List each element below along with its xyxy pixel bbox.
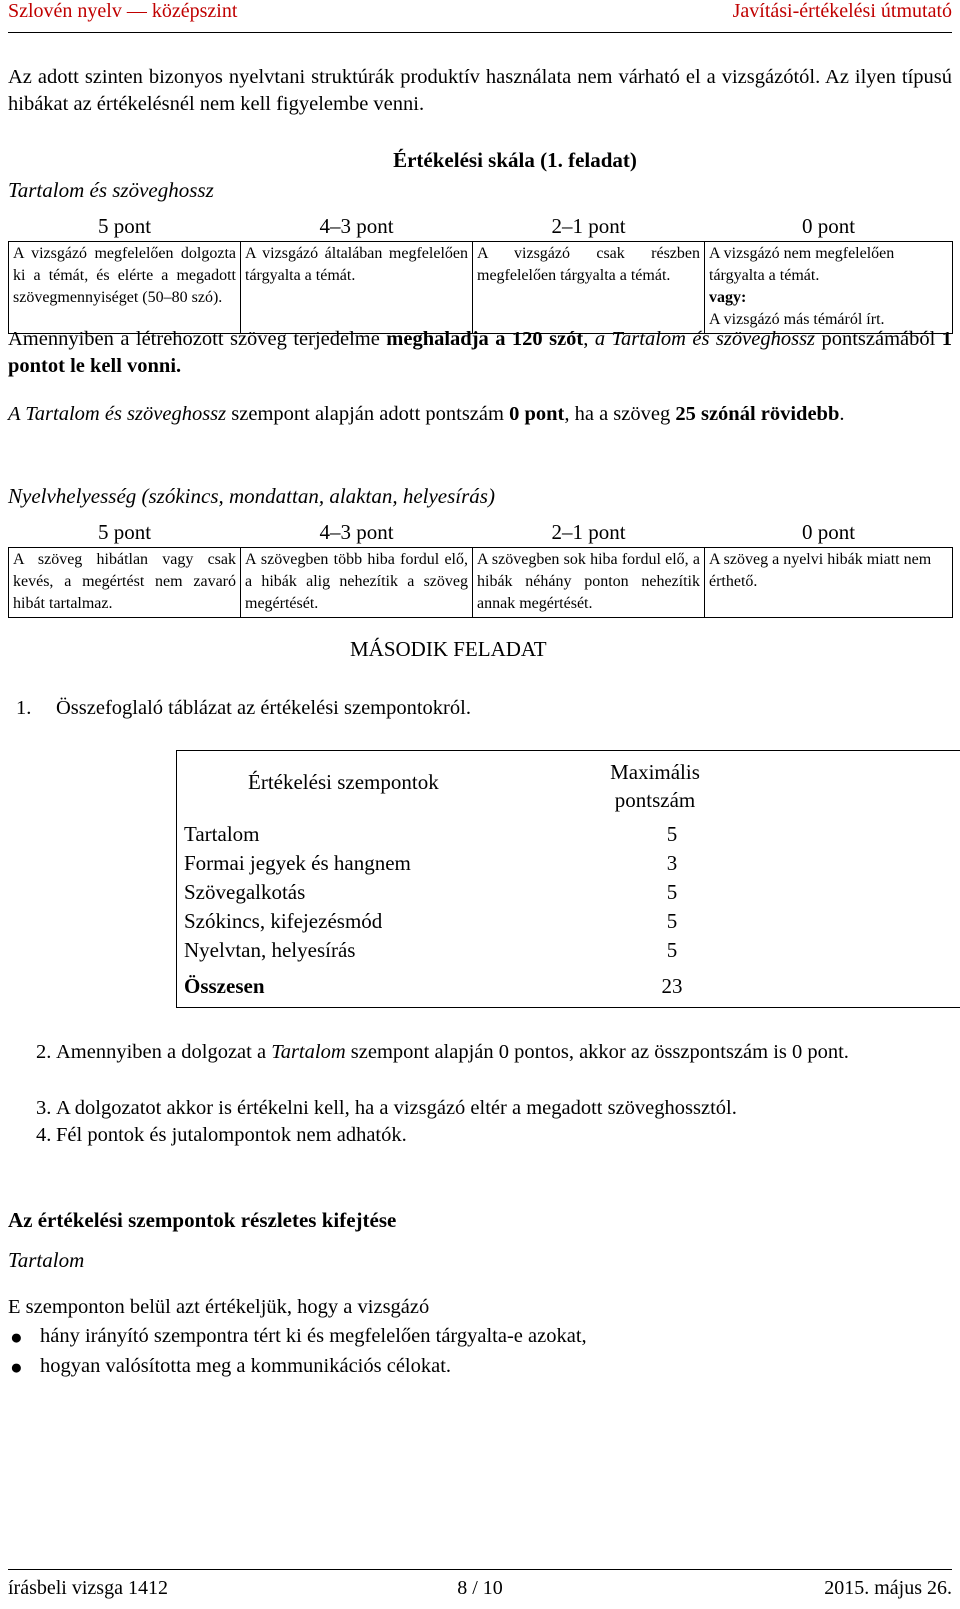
footer-rule [8,1569,952,1570]
details-title: Az értékelési szempontok részletes kifejtése [8,1208,397,1232]
col2-line: Maximális [610,760,700,784]
item-text-part: Tartalom [271,1041,346,1063]
scale-cell-alt: A vizsgázó más témáról írt. [709,311,885,328]
note-text: 1 pontot le kell vonni. [8,328,953,377]
details-intro: E szemponton belül azt értékeljük, hogy a vizsgázó [8,1296,430,1318]
item-text-part: szempont alapján 0 pontos, akkor az összpontszám is 0 pont. [345,1041,849,1063]
header-left: Szlovén nyelv — középszint [8,0,238,22]
col-header: 0 pont [705,516,953,548]
points-value: 3 [666,851,678,875]
scale-cell: A szövegben több hiba fordul elő, a hibák alig nehezítik a szöveg megértését. [241,548,473,618]
note-text: a Tartalom és szöveghossz [594,328,816,350]
note-text: A Tartalom és szöveghossz [8,403,227,425]
col2-line: pontszám [614,788,696,812]
note-text: szempont alapján adott pontszám [226,403,510,425]
note-text: 25 szónál rövidebb [675,403,840,425]
intro-paragraph: Az adott szinten bizonyos nyelvtani struktúrák produktív használata nem várható el a vizsgázótól. Az ilyen típusú hibákat az értékelésnél nem kell figyelembe venni. [8,66,952,115]
note-text: Amennyiben a létrehozott szöveg terjedelme [8,328,387,350]
points-label: Formai jegyek és hangnem [184,851,411,875]
bullet-text: hogyan valósította meg a kommunikációs célokat. [40,1355,452,1377]
note-text: meghaladja a 120 szót [386,328,584,350]
item-text-part: Amennyiben a dolgozat a [56,1041,272,1063]
points-label: Nyelvtan, helyesírás [184,938,356,962]
scale-cell: A szövegben sok hiba fordul elő, a hibák néhány ponton nehezítik annak megértését. [473,548,705,618]
scale-cell-last [705,242,953,334]
section1-title: Tartalom és szöveghossz [8,178,214,202]
note-text: pontszámából [815,328,942,350]
footer-center: 8 / 10 [457,1577,503,1599]
col-header: 4–3 pont [241,210,473,242]
item-number: 4. [36,1124,52,1146]
col-header: 2–1 pont [473,210,705,242]
bullet-icon: ● [10,1355,23,1379]
scale-cell-or: vagy: [709,289,747,306]
points-value: 5 [666,909,678,933]
item-text: A dolgozatot akkor is értékelni kell, ha a vizsgázó eltér a megadott szöveghossztól. [56,1097,737,1119]
bullet-icon: ● [10,1325,23,1349]
points-total-label: Összesen [184,974,265,998]
scale-cell: A szöveg a nyelvi hibák miatt nem érthető. [705,548,953,618]
col-header: 2–1 pont [473,516,705,548]
item-text [56,1038,952,1066]
details-subtitle: Tartalom [8,1248,85,1272]
header-rule [8,32,952,33]
page-header [8,0,952,30]
scale-cell: A vizsgázó csak részben megfelelően tárgyalta a témát. [473,242,705,334]
language-scale-table [8,516,953,618]
bullet-text: hány irányító szempontra tért ki és megfelelően tárgyalta-e azokat, [40,1325,587,1347]
length-note [8,326,952,380]
task2-title: MÁSODIK FELADAT [350,637,547,661]
content-scale-table [8,210,953,334]
item-text: Fél pontok és jutalompontok nem adhatók. [56,1124,407,1146]
item-number: 1. [16,697,32,719]
short-note [8,401,952,428]
scale-cell-text: A vizsgázó nem megfelelően tárgyalta a témát. [709,245,895,284]
points-total-value: 23 [661,974,683,998]
section2-title: Nyelvhelyesség (szókincs, mondattan, alaktan, helyesírás) [8,484,495,508]
note-text: , [583,328,595,350]
scale-cell: A vizsgázó megfelelően dolgozta ki a témát, és elérte a megadott szövegmennyiséget (50–80 szó). [9,242,241,334]
note-text: , ha a szöveg [564,403,676,425]
points-value: 5 [666,822,678,846]
note-text: 0 pont [509,403,565,425]
points-label: Szövegalkotás [184,880,306,904]
footer-right: 2015. május 26. [824,1577,952,1599]
points-value: 5 [666,880,678,904]
item-text: Összefoglaló táblázat az értékelési szempontokról. [56,697,471,719]
points-value: 5 [666,938,678,962]
points-col1-header: Értékelési szempontok [248,770,439,794]
item-2 [8,1038,952,1094]
col-header: 0 pont [705,210,953,242]
note-text: . [839,403,845,425]
points-label: Tartalom [184,822,260,846]
item-number: 3. [36,1097,52,1119]
scale-cell: A vizsgázó általában megfelelően tárgyalta a témát. [241,242,473,334]
col-header: 5 pont [9,516,241,548]
col-header: 4–3 pont [241,516,473,548]
points-label: Szókincs, kifejezésmód [184,909,383,933]
points-col2-header [600,758,710,814]
item-number: 2. [36,1041,52,1063]
scale-title: Értékelési skála (1. feladat) [393,148,637,172]
footer-left: írásbeli vizsga 1412 [8,1577,168,1599]
scale-cell: A szöveg hibátlan vagy csak kevés, a megértést nem zavaró hibát tartalmaz. [9,548,241,618]
col-header: 5 pont [9,210,241,242]
header-right: Javítási-értékelési útmutató [732,0,952,22]
